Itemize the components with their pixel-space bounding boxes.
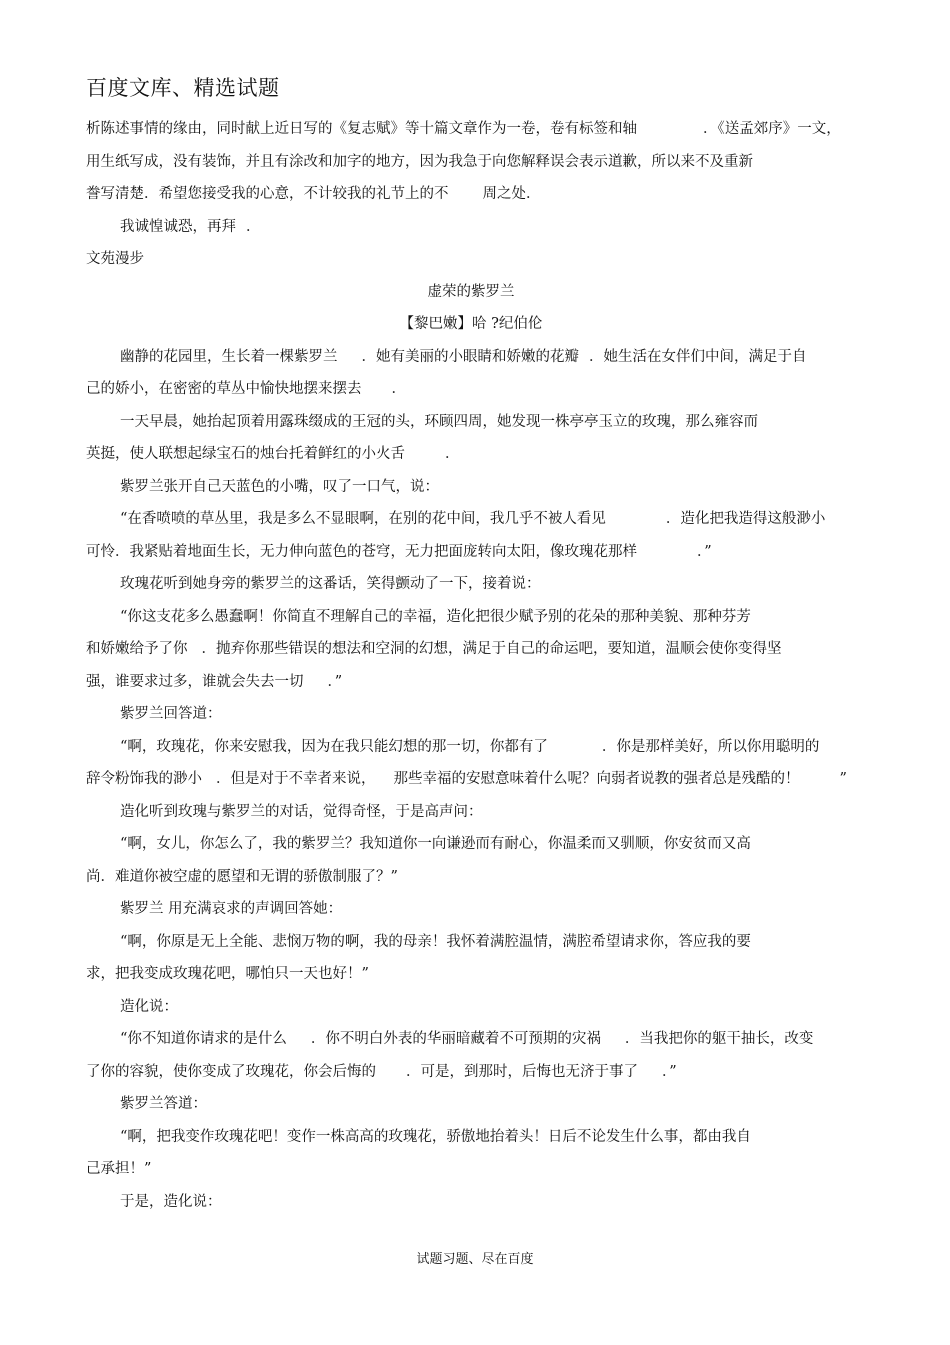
text-segment: ．造化把我造得这般渺小 — [665, 511, 826, 527]
text-segment: “在香喷喷的草丛里，我是多么不显眼啊，在别的花中间，我几乎不被人看见 — [120, 511, 606, 527]
text-line — [86, 861, 856, 894]
text-segment: 我诚惶诚恐，再拜 — [120, 218, 236, 235]
text-segment: 造化听到玫瑰与紫罗兰的对话，觉得奇怪，于是高声问： — [120, 803, 483, 820]
text-line — [86, 698, 856, 731]
text-segment: 幽静的花园里，生长着一棵紫罗兰 — [120, 348, 338, 365]
text-segment: ．她生活在女伴们中间，满足于自 — [589, 348, 807, 365]
text-segment: 尚．难道你被空虚的愿望和无谓的骄傲制服了？” — [86, 868, 398, 885]
text-segment: ． — [246, 218, 261, 235]
text-line — [86, 373, 856, 406]
text-segment: ．抛弃你那些错误的想法和空洞的幻想，满足于自己的命运吧，要知道，温顺会使你变得坚 — [201, 641, 782, 657]
text-segment: 己承担！” — [86, 1161, 152, 1177]
text-segment: 强，谁要求过多，谁就会失去一切 — [86, 673, 304, 690]
text-line — [86, 113, 856, 146]
text-segment: “啊，把我变作玫瑰花吧！变作一株高高的玫瑰花，骄傲地抬着头！日后不论发生什么事，都由我自 — [120, 1128, 751, 1145]
text-segment: ．可是，到那时，后悔也无济于事了 — [406, 1063, 638, 1080]
page-header-title: 百度文库、精选试题 — [86, 76, 280, 100]
text-segment: ” — [839, 771, 847, 787]
section-heading — [86, 243, 856, 276]
text-line — [86, 731, 856, 764]
text-segment: 紫罗兰回答道： — [120, 706, 222, 722]
text-line — [86, 341, 856, 374]
text-segment: “啊，女儿，你怎么了，我的紫罗兰？我知道你一向谦逊而有耐心，你温柔而又驯顺，你安贫而又高 — [120, 836, 751, 852]
text-line — [86, 1056, 856, 1089]
text-segment: ． — [445, 446, 460, 462]
article-author — [86, 308, 856, 341]
article-title — [86, 276, 856, 309]
text-line — [86, 1023, 856, 1056]
text-line — [86, 926, 856, 959]
text-line — [86, 503, 856, 536]
text-segment: 紫罗兰答道： — [120, 1096, 207, 1112]
text-line — [86, 471, 856, 504]
text-segment: ．当我把你的躯干抽长，改变 — [624, 1031, 814, 1047]
text-segment: “你不知道你请求的是什么 — [120, 1031, 287, 1047]
text-segment: ．《送孟郊序》一文， — [703, 121, 841, 137]
text-segment: 求，把我变成玫瑰花吧，哪怕只一天也好！” — [86, 966, 369, 982]
text-segment: 玫瑰花听到她身旁的紫罗兰的这番话，笑得颤动了一下，接着说： — [120, 576, 541, 592]
text-segment: 了你的容貌，使你变成了玫瑰花，你会后悔的 — [86, 1063, 376, 1080]
text-segment: 造化说： — [120, 998, 178, 1015]
text-segment: 那些幸福的安慰意味着什么呢？向弱者说教的强者总是残酷的！ — [393, 771, 800, 787]
text-segment: 文苑漫步 — [86, 251, 144, 267]
text-line — [86, 601, 856, 634]
text-line — [86, 828, 856, 861]
text-line — [86, 536, 856, 569]
text-segment: ．她有美丽的小眼睛和娇嫩的花瓣 — [361, 348, 579, 365]
text-line — [86, 178, 856, 211]
text-segment: ．” — [327, 673, 343, 690]
text-line — [86, 438, 856, 471]
text-segment: “你这支花多么愚蠢啊！你简直不理解自己的幸福，造化把很少赋予别的花朵的那种美貌、那种芬芳 — [120, 608, 751, 625]
text-line — [86, 146, 856, 179]
text-segment: “啊，玫瑰花，你来安慰我，因为在我只能幻想的那一切，你都有了 — [120, 738, 548, 755]
text-line — [86, 1121, 856, 1154]
text-segment: 和娇嫩给予了你 — [86, 641, 188, 657]
text-segment: 【黎巴嫩】哈 ?纪伯伦 — [399, 316, 543, 332]
text-segment: 英挺，使人联想起绿宝石的烛台托着鲜红的小火舌 — [86, 446, 405, 462]
text-segment: 可怜．我紧贴着地面生长，无力伸向蓝色的苍穹，无力把面庞转向太阳，像玫瑰花那样 — [86, 543, 637, 560]
text-segment: 周之处． — [482, 186, 541, 202]
text-segment: “啊，你原是无上全能、悲悯万物的啊，我的母亲！我怀着满腔温情，满腔希望请求你，答应我的要 — [120, 933, 751, 950]
text-line — [86, 1186, 856, 1219]
text-line — [86, 893, 856, 926]
text-line — [86, 1153, 856, 1186]
text-line — [86, 633, 856, 666]
text-segment: ．” — [697, 543, 712, 560]
text-segment: 紫罗兰张开自己天蓝色的小嘴，叹了一口气，说： — [120, 478, 439, 495]
text-line — [86, 763, 856, 796]
text-segment: ． — [391, 381, 406, 397]
text-segment: ．你是那样美好，所以你用聪明的 — [601, 738, 820, 755]
text-segment: 析陈述事情的缘由，同时献上近日写的《复志赋》等十篇文章作为一卷，卷有标签和轴 — [86, 121, 637, 137]
text-line — [86, 991, 856, 1024]
text-segment: ．你不明白外表的华丽暗藏着不可预期的灾祸 — [310, 1031, 601, 1047]
text-line — [86, 568, 856, 601]
article-body — [86, 113, 856, 1218]
text-segment: 誊写清楚．希望您接受我的心意，不计较我的礼节上的不 — [86, 186, 449, 202]
text-line — [86, 1088, 856, 1121]
text-line — [86, 958, 856, 991]
text-line — [86, 666, 856, 699]
page-footer: 试题习题、尽在百度 — [416, 1252, 534, 1267]
text-segment: 于是，造化说： — [120, 1193, 222, 1210]
text-segment: 紫罗兰 用充满哀求的声调回答她： — [120, 901, 343, 917]
text-segment: ．” — [662, 1063, 677, 1080]
text-line — [86, 796, 856, 829]
text-segment: 虚荣的紫罗兰 — [427, 283, 515, 300]
text-segment: 己的娇小，在密密的草丛中愉快地摆来摆去 — [86, 381, 362, 397]
text-segment: 一天早晨，她抬起顶着用露珠缀成的王冠的头，环顾四周，她发现一株亭亭玉立的玫瑰，那么雍容而 — [120, 413, 758, 430]
text-segment: 用生纸写成，没有装饰，并且有涂改和加字的地方，因为我急于向您解释误会表示道歉，所以来不及重新 — [86, 153, 753, 170]
text-segment: ．但是对于不幸者来说， — [216, 771, 376, 787]
text-line — [86, 211, 856, 244]
text-line — [86, 406, 856, 439]
text-segment: 辞令粉饰我的渺小 — [86, 771, 202, 787]
